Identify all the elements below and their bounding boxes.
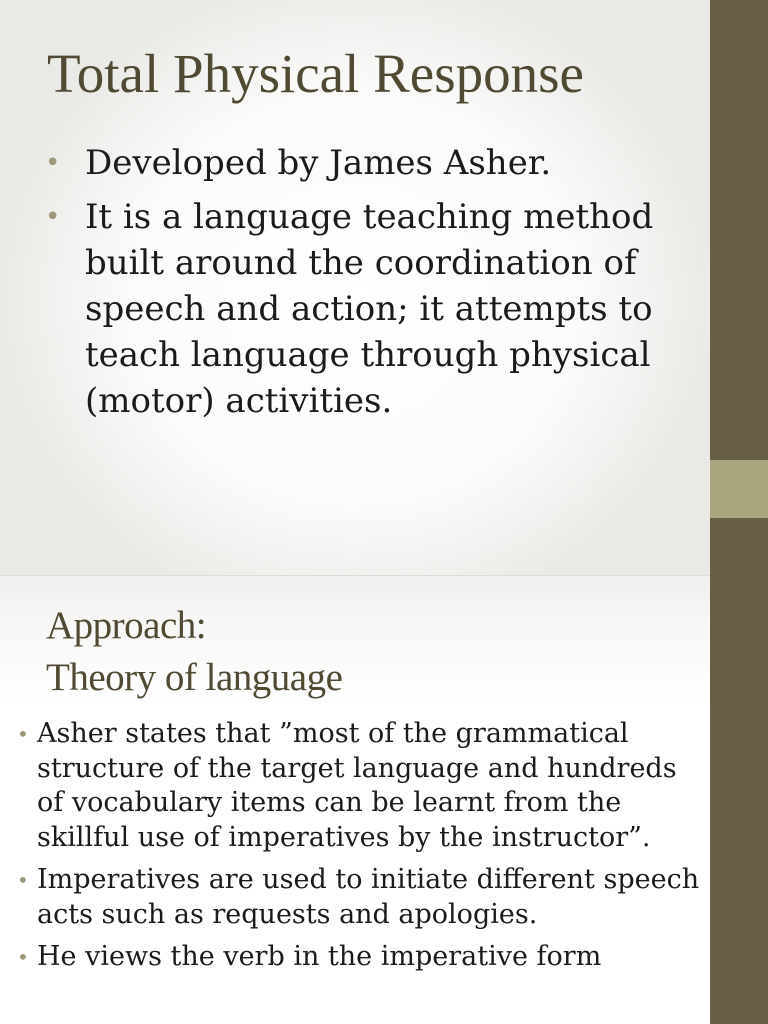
bullet-dot-icon: • bbox=[17, 722, 29, 746]
slide-1-title: Total Physical Response bbox=[47, 43, 584, 104]
slide-2-bullet-item bbox=[0, 940, 700, 975]
bullet-dot-icon: • bbox=[45, 148, 61, 178]
bullet-dot-icon: • bbox=[17, 945, 29, 969]
side-decoration-accent bbox=[710, 460, 768, 518]
slide-2-title bbox=[46, 600, 342, 704]
slide-1-bullet-text: Developed by James Asher. bbox=[85, 143, 552, 183]
slide-1-bullet-item bbox=[0, 194, 700, 424]
bullet-dot-icon: • bbox=[17, 868, 29, 892]
slide-2-bullet-item bbox=[0, 863, 700, 932]
slide-2-bullet-text: Imperatives are used to initiate different speech acts such as requests and apologies. bbox=[37, 864, 700, 930]
bullet-dot-icon: • bbox=[45, 202, 61, 232]
slide-2-bullet-text: Asher states that ”most of the grammatical structure of the target language and hundreds of vocabulary items can be learnt from the skillful use of imperatives by the instructor”. bbox=[37, 718, 677, 853]
slide-2-title-line-2: Theory of language bbox=[46, 656, 343, 699]
slide-1-bullet-list bbox=[0, 140, 700, 432]
slide-2-bullet-text: He views the verb in the imperative form bbox=[37, 941, 602, 972]
slide-1-bullet-item bbox=[0, 140, 700, 186]
slide-2-bullet-list bbox=[0, 717, 700, 983]
slide-1-bullet-text: It is a language teaching method built around the coordination of speech and action; it attempts to teach language through physical (motor) activities. bbox=[85, 197, 654, 421]
slide-2-title-line-1: Approach: bbox=[46, 604, 207, 647]
slide-2-bullet-item bbox=[0, 717, 700, 855]
